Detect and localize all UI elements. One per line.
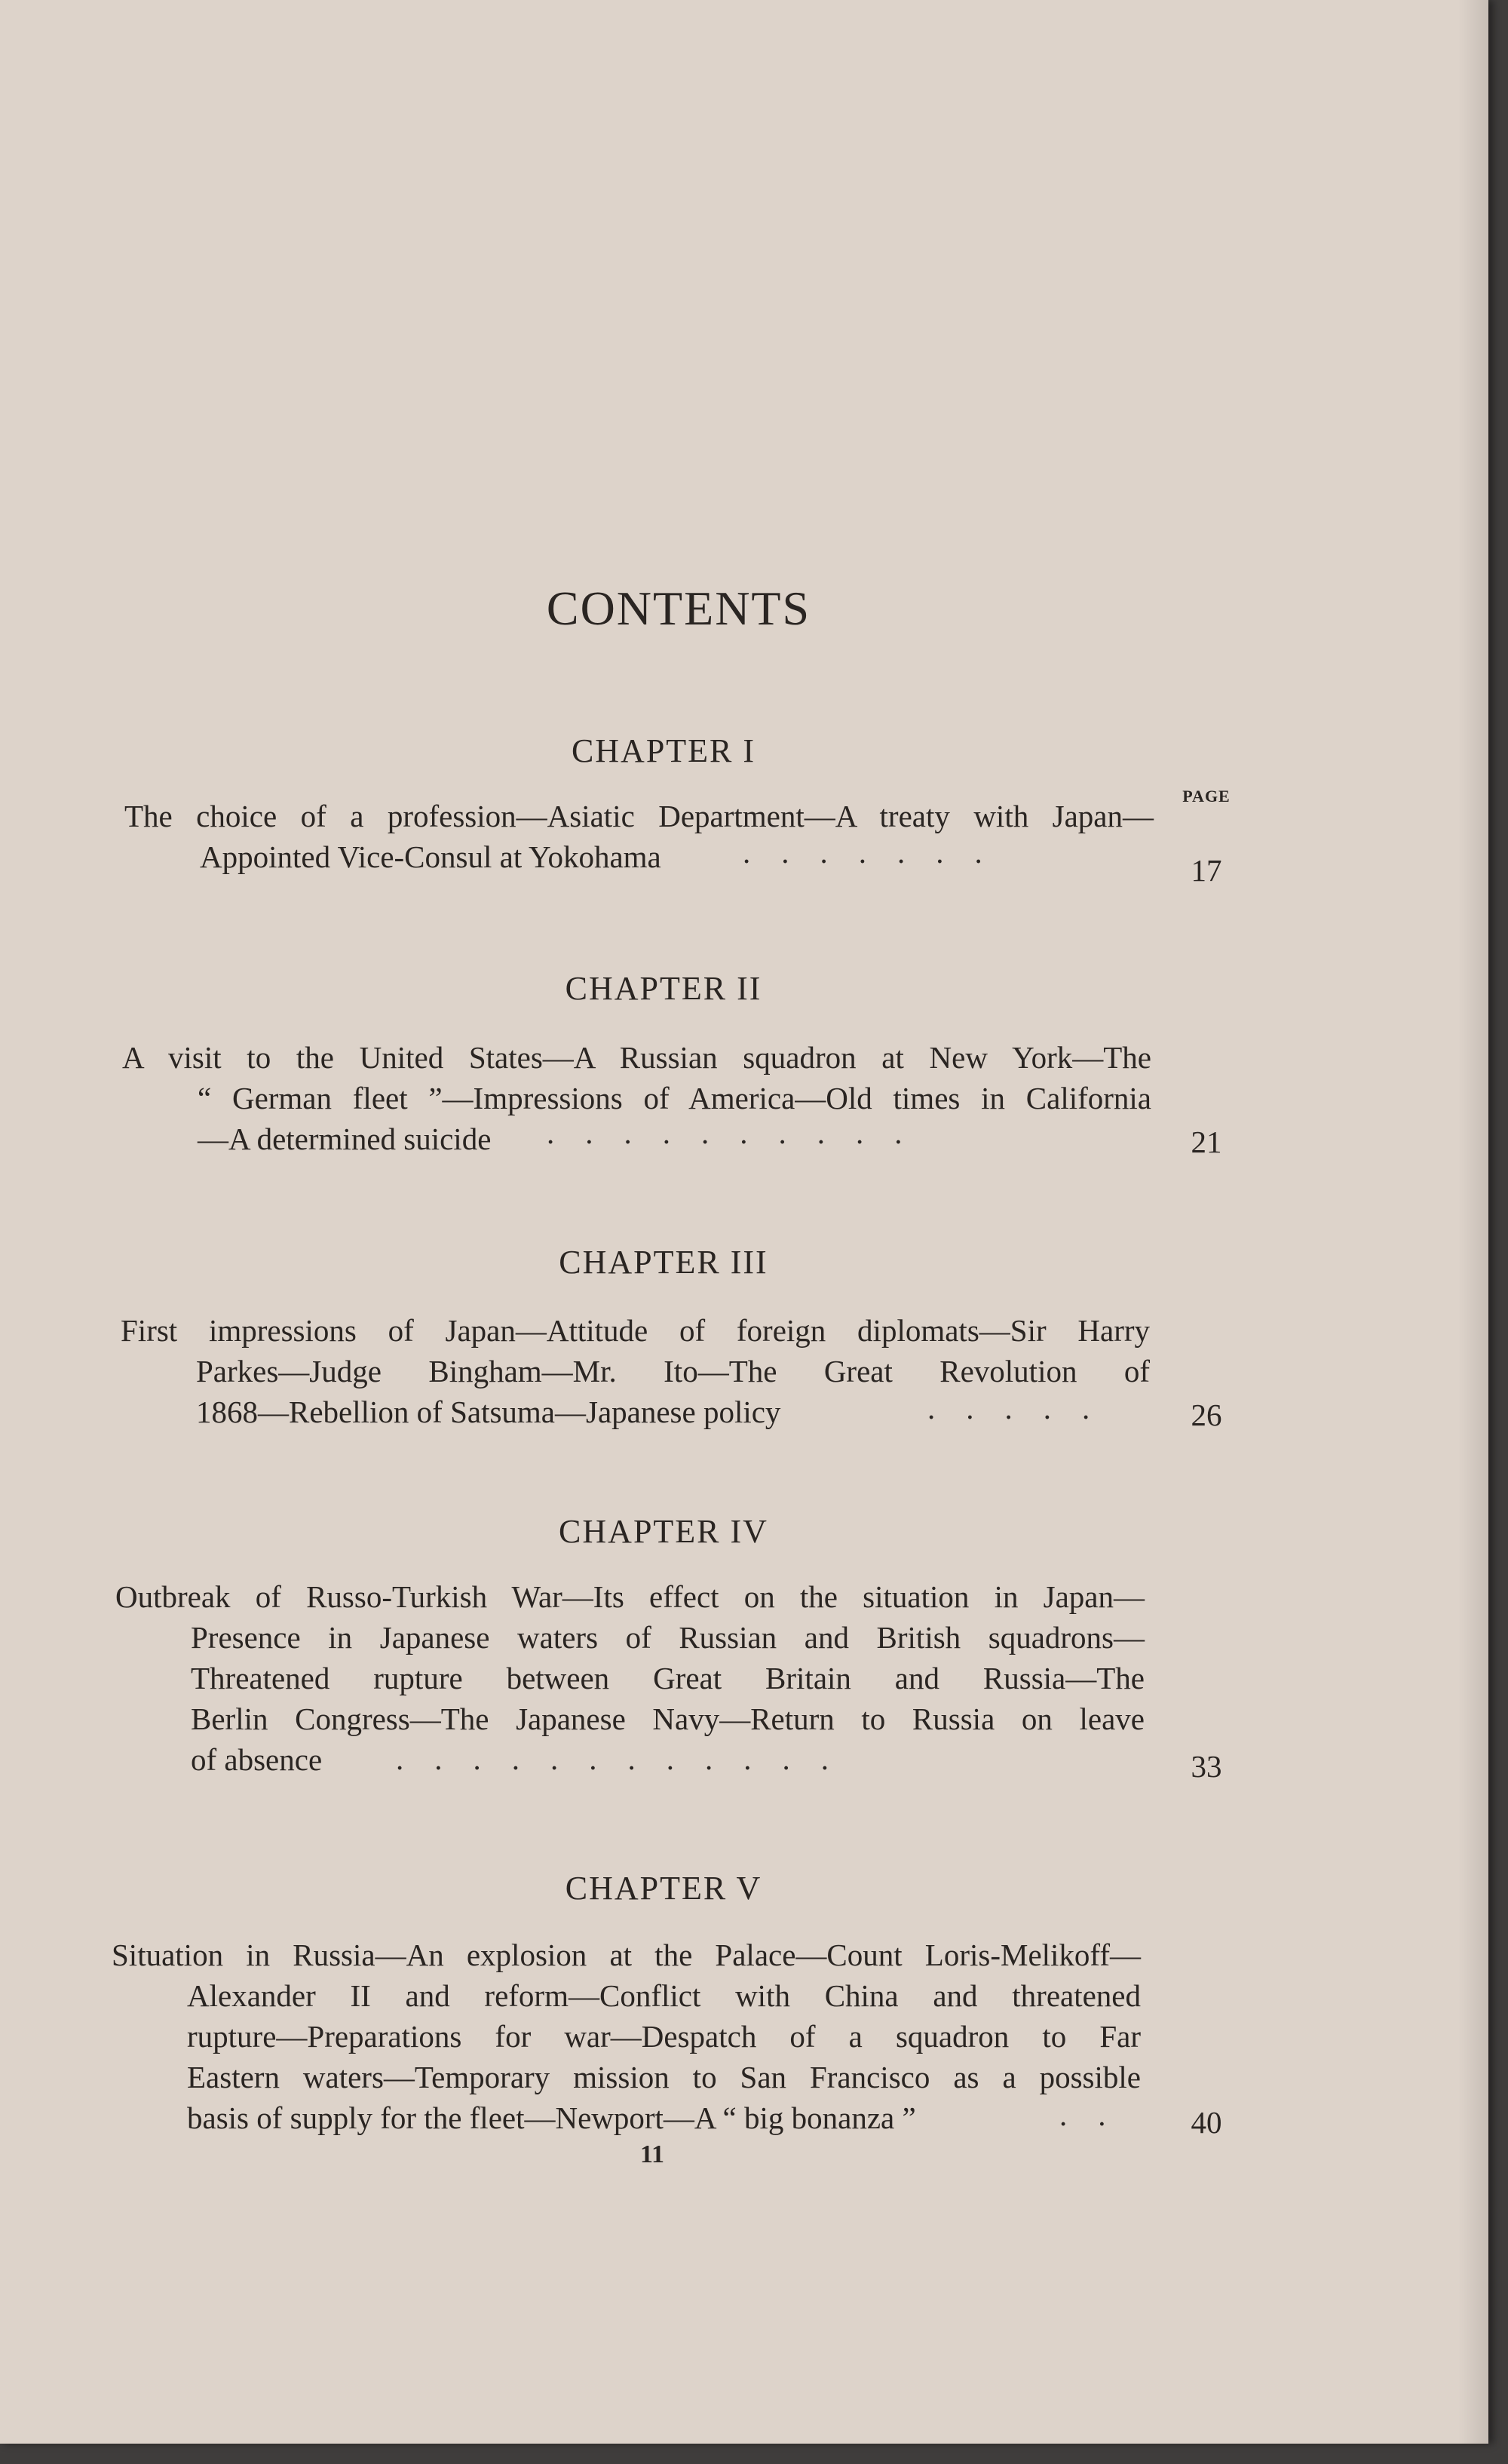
entry-line: Outbreak of Russo-Turkish War—Its effect on the situation in Japan— <box>115 1579 1145 1614</box>
entry-line: rupture—Preparations for war—Despatch of a squadron to Far <box>187 2019 1141 2054</box>
entry-line: Eastern waters—Temporary mission to San Francisco as a possible <box>187 2060 1141 2094</box>
dot-leaders: . . . . . <box>927 1391 1090 1425</box>
dot-leaders: . . . . . . . . . . . . <box>396 1741 829 1776</box>
chapter-heading-2: CHAPTER II <box>565 970 762 1007</box>
entry-line: —A determined suicide <box>198 1122 492 1156</box>
entry-line: Berlin Congress—The Japanese Navy—Return to Russia on leave <box>191 1701 1145 1736</box>
page-column-label: PAGE <box>1182 787 1231 805</box>
chapter-heading-4: CHAPTER IV <box>559 1513 768 1550</box>
entry-line: basis of supply for the fleet—Newport—A “ big bonanza ” <box>187 2100 916 2135</box>
dot-leaders: . . . . . . . <box>743 835 982 870</box>
entry-line: Threatened rupture between Great Britain and Russia—The <box>191 1661 1145 1695</box>
dot-leaders: . . . . . . . . . . <box>547 1115 903 1150</box>
page-number-4: 33 <box>1191 1749 1222 1784</box>
page-number-5: 40 <box>1191 2105 1222 2140</box>
chapter-heading-3: CHAPTER III <box>559 1244 768 1281</box>
chapter-entry-5 <box>112 1935 1141 2138</box>
entry-line: A visit to the United States—A Russian squadron at New York—The <box>122 1040 1151 1075</box>
page-number-1: 17 <box>1191 853 1222 888</box>
entry-line: The choice of a profession—Asiatic Department—A treaty with Japan— <box>124 799 1154 833</box>
chapter-heading-5: CHAPTER V <box>565 1870 762 1907</box>
entry-line: Parkes—Judge Bingham—Mr. Ito—The Great Revolution of <box>196 1354 1150 1388</box>
entry-line: “ German fleet ”—Impressions of America—Old times in California <box>198 1081 1151 1115</box>
entry-line: Situation in Russia—An explosion at the Palace—Count Loris-Melikoff— <box>112 1938 1141 1972</box>
entry-line: Presence in Japanese waters of Russian and British squadrons— <box>191 1620 1145 1655</box>
dot-leaders: . . <box>1059 2097 1106 2132</box>
chapter-heading-1: CHAPTER I <box>571 732 756 769</box>
folio-page-number: 11 <box>639 2140 665 2168</box>
entry-line: Alexander II and reform—Conflict with China and threatened <box>187 1978 1141 2013</box>
contents-heading: CONTENTS <box>546 581 811 635</box>
entry-line: 1868—Rebellion of Satsuma—Japanese policy <box>196 1395 781 1429</box>
page-number-2: 21 <box>1191 1125 1222 1159</box>
entry-line: First impressions of Japan—Attitude of foreign diplomats—Sir Harry <box>121 1313 1150 1348</box>
entry-line: Appointed Vice-Consul at Yokohama <box>200 839 661 874</box>
entry-line: of absence <box>191 1742 323 1777</box>
page-number-3: 26 <box>1191 1398 1222 1432</box>
